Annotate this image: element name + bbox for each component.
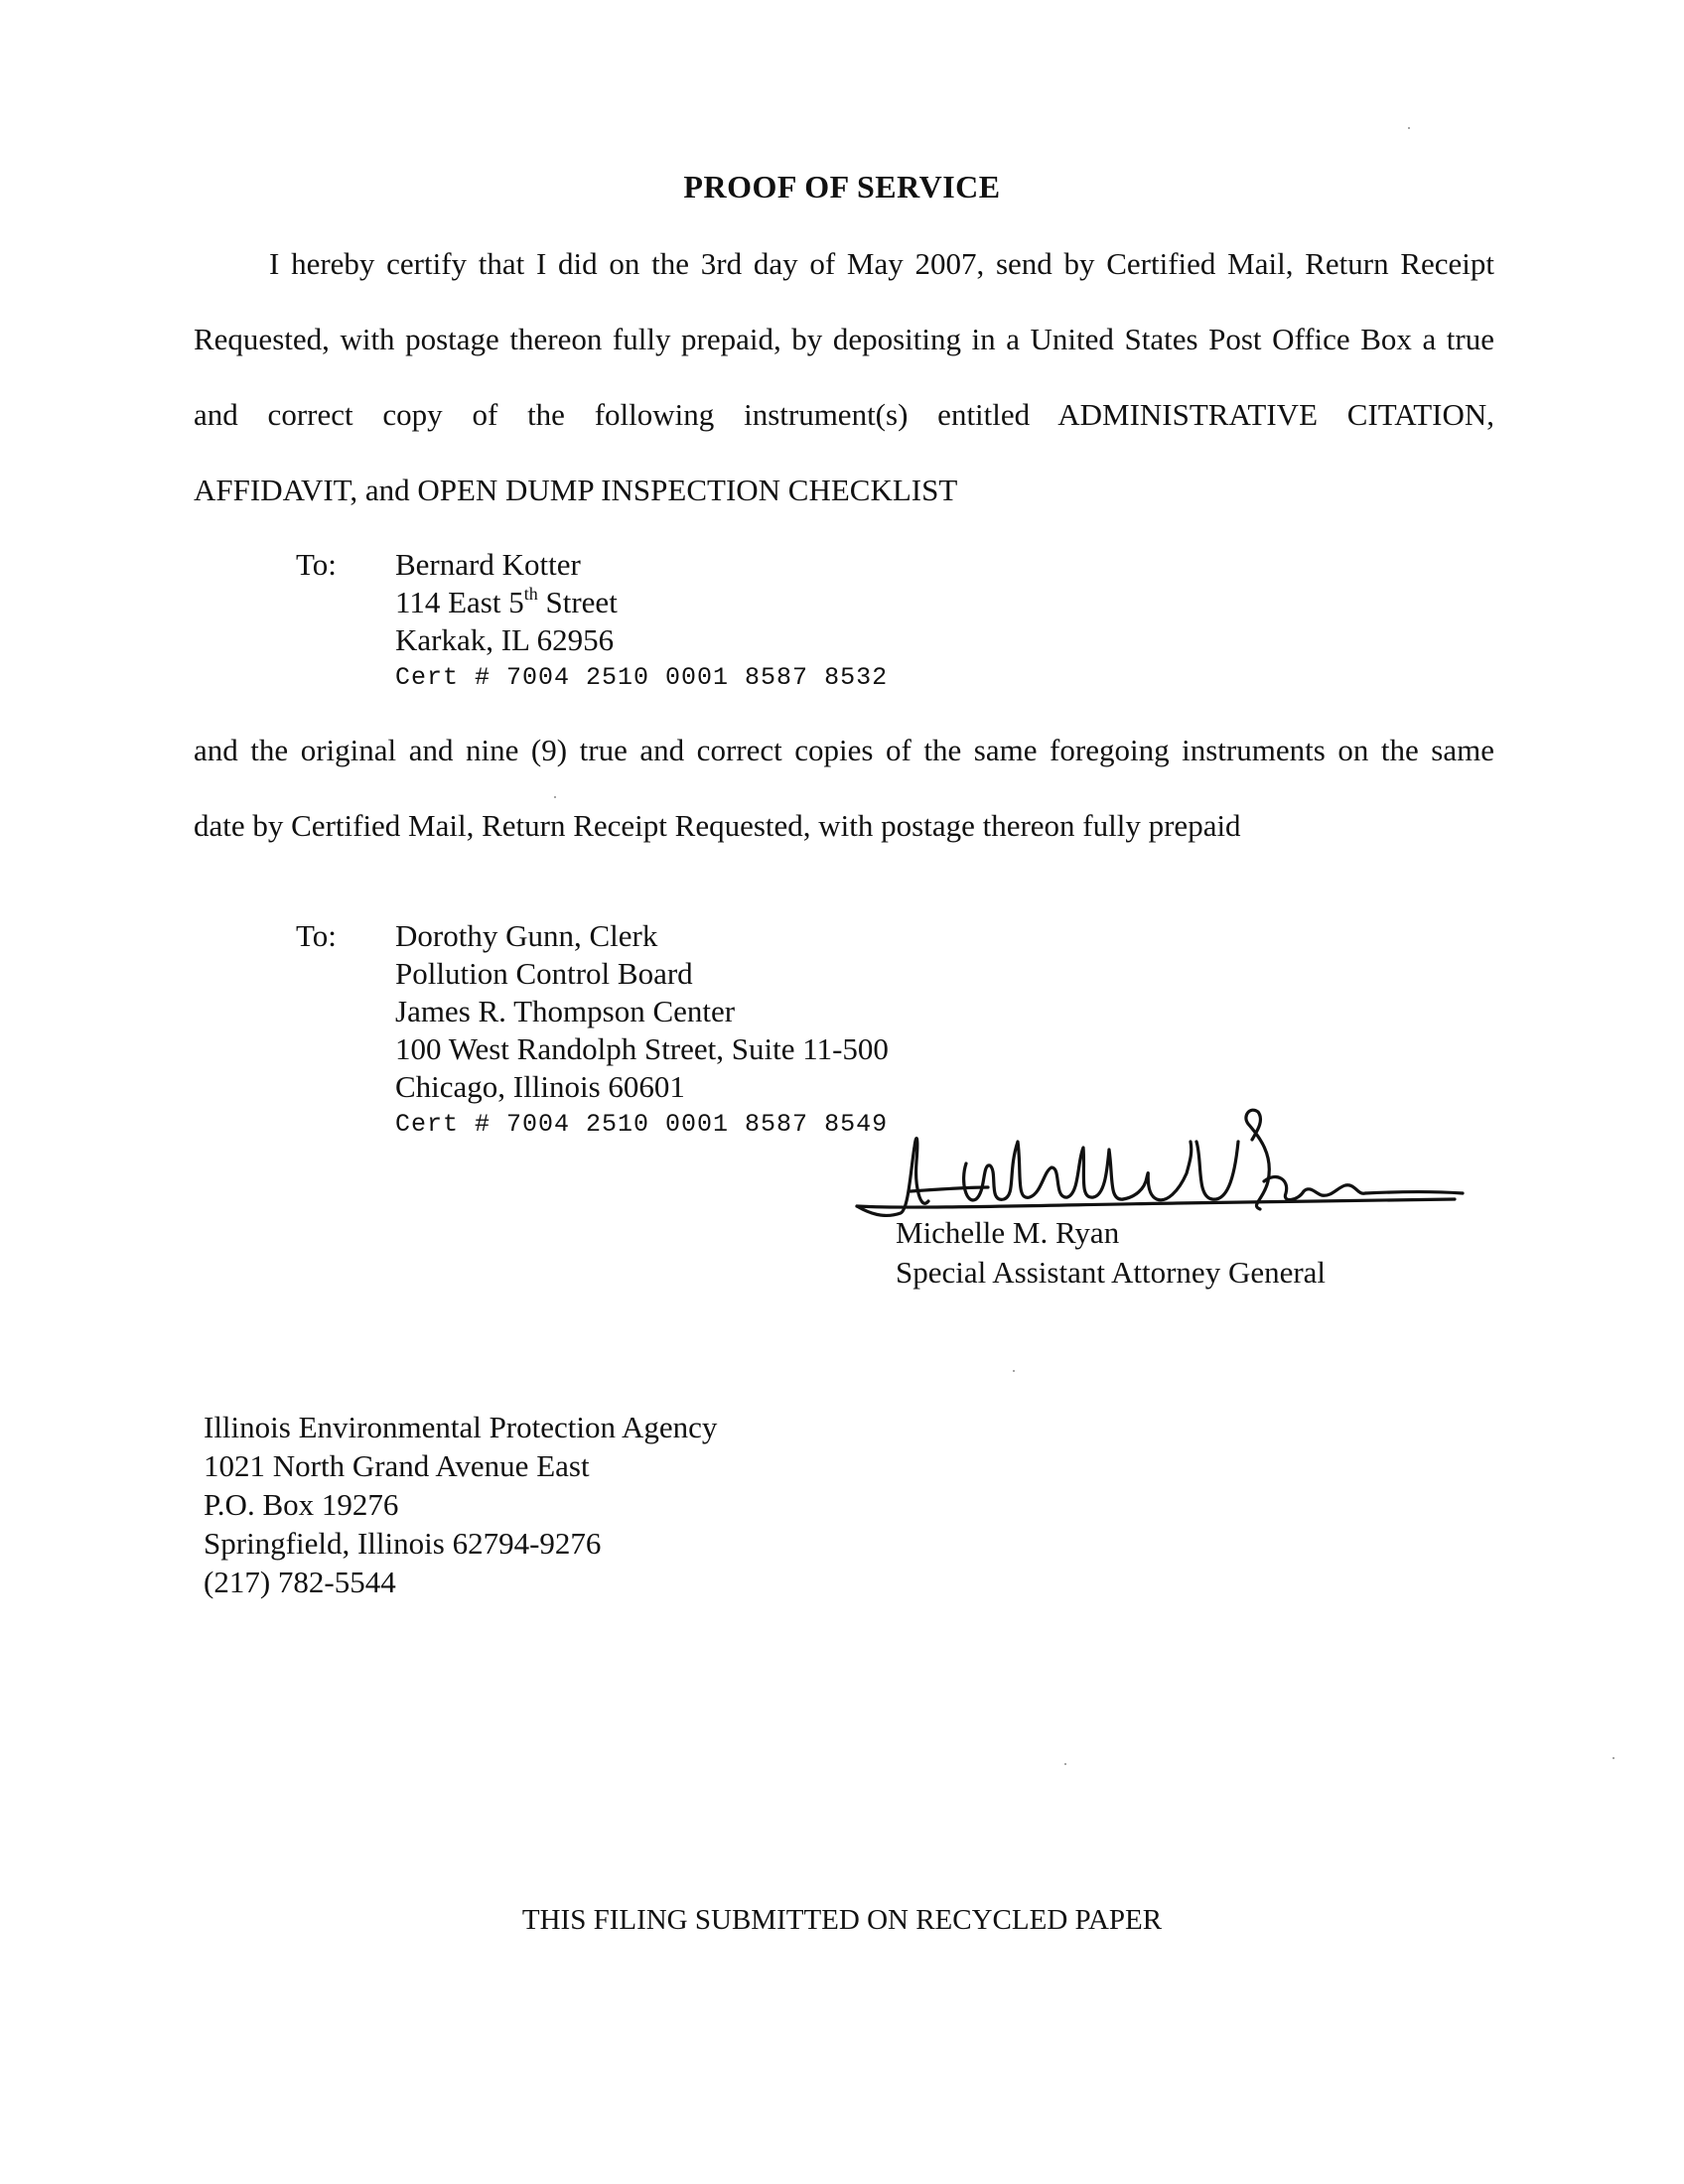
agency-address-block (204, 1408, 717, 1601)
scan-speck (554, 796, 556, 798)
recipient-city: Karkak, IL 62956 (395, 622, 615, 657)
paragraph-line: and the original and nine (9) true and correct copies of the same foregoing instruments on the same (194, 733, 1494, 767)
signer-block (896, 1213, 1326, 1293)
recipient-street: 100 West Randolph Street, Suite 11-500 (395, 1031, 889, 1066)
paragraph-line: and correct copy of the following instrument(s) entitled ADMINISTRATIVE CITATION, (194, 397, 1494, 432)
scan-speck (1613, 1757, 1614, 1759)
certified-mail-number: Cert # 7004 2510 0001 8587 8549 (395, 1110, 889, 1139)
agency-po-box: P.O. Box 19276 (204, 1487, 399, 1522)
to-label: To: (296, 918, 337, 953)
paragraph-line: I hereby certify that I did on the 3rd day of May 2007, send by Certified Mail, Return Receipt (269, 246, 1494, 281)
recipient-block-1 (296, 546, 1090, 705)
scan-speck (1408, 127, 1410, 129)
handwritten-signature (849, 1102, 1465, 1231)
copies-paragraph (194, 713, 1494, 864)
signer-title: Special Assistant Attorney General (896, 1255, 1327, 1290)
to-label: To: (296, 547, 337, 582)
scan-speck (1013, 1370, 1015, 1372)
recipient-organization: Pollution Control Board (395, 956, 693, 991)
agency-phone: (217) 782-5544 (204, 1565, 396, 1599)
recipient-name: Bernard Kotter (395, 547, 581, 582)
footer-note: THIS FILING SUBMITTED ON RECYCLED PAPER (521, 1904, 1163, 1936)
document-title: PROOF OF SERVICE (683, 169, 1001, 205)
certified-mail-number: Cert # 7004 2510 0001 8587 8532 (395, 663, 889, 692)
paragraph-line: date by Certified Mail, Return Receipt Requested, with postage thereon fully prepaid (194, 808, 1241, 843)
paragraph-line: AFFIDAVIT, and OPEN DUMP INSPECTION CHECKLIST (194, 473, 958, 507)
recipient-street: 114 East 5th Street (395, 583, 618, 619)
recipient-name: Dorothy Gunn, Clerk (395, 918, 658, 953)
recipient-city: Chicago, Illinois 60601 (395, 1069, 685, 1104)
agency-street: 1021 North Grand Avenue East (204, 1448, 590, 1483)
paragraph-line: Requested, with postage thereon fully prepaid, by depositing in a United States Post Office Box a true (194, 322, 1494, 356)
certification-paragraph (194, 226, 1494, 528)
agency-name: Illinois Environmental Protection Agency (204, 1410, 718, 1444)
recipient-building: James R. Thompson Center (395, 994, 736, 1028)
agency-city: Springfield, Illinois 62794-9276 (204, 1526, 602, 1561)
scan-speck (1064, 1763, 1066, 1765)
signer-name: Michelle M. Ryan (896, 1215, 1120, 1250)
